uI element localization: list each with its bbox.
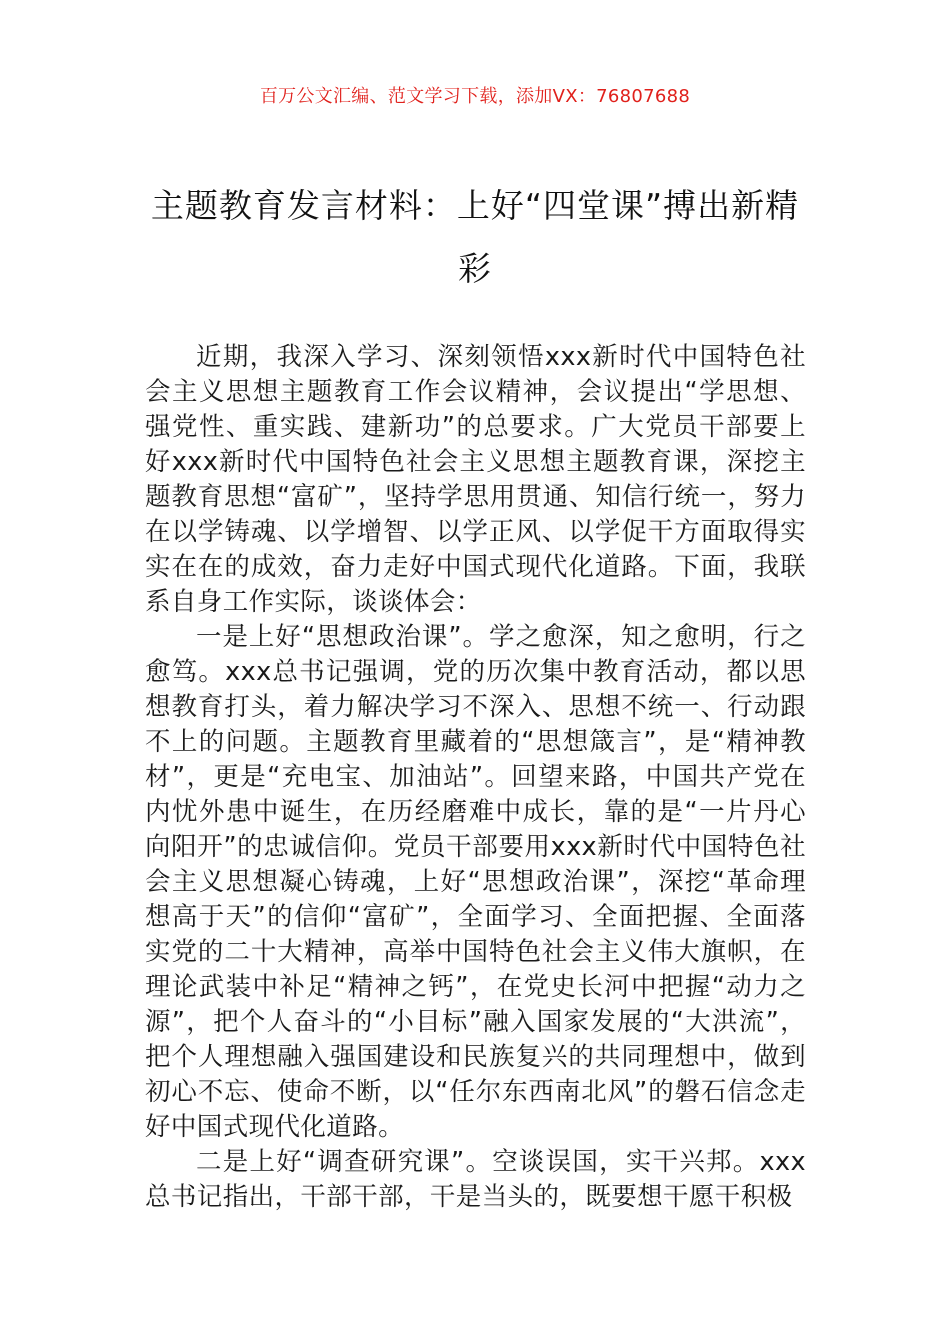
- paragraph-point-one: 一是上好“思想政治课”。学之愈深，知之愈明，行之愈笃。xxx总书记强调，党的历次集中教育活动，都以思想教育打头，着力解决学习不深入、思想不统一、行动跟不上的问题。主题教育里藏着的“思想箴言”，是“精神教材”，更是“充电宝、加油站”。回望来路，中国共产党在内忧外患中诞生，在历经磨难中成长，靠的是“一片丹心向阳开”的忠诚信仰。党员干部要用xxx新时代中国特色社会主义思想凝心铸魂，上好“思想政治课”，深挖“革命理想高于天”的信仰“富矿”，全面学习、全面把握、全面落实党的二十大精神，高举中国特色社会主义伟大旗帜，在理论武装中补足“精神之钙”，在党史长河中把握“动力之源”，把个人奋斗的“小目标”融入国家发展的“大洪流”，把个人理想融入强国建设和民族复兴的共同理想中，做到初心不忘、使命不断，以“任尔东西南北风”的磐石信念走好中国式现代化道路。: [145, 622, 806, 1142]
- page-title: 主题教育发言材料：上好“四堂课”搏出新精彩: [150, 186, 800, 288]
- header-note: 百万公文汇编、范文学习下载，添加VX：76807688: [259, 86, 691, 107]
- body-text: [145, 340, 806, 1215]
- paragraph-point-two: 二是上好“调查研究课”。空谈误国，实干兴邦。xxx总书记指出，干部干部，干是当头的，既要想干愿干积极: [145, 1147, 806, 1212]
- paragraph-intro: 近期，我深入学习、深刻领悟xxx新时代中国特色社会主义思想主题教育工作会议精神，会议提出“学思想、强党性、重实践、建新功”的总要求。广大党员干部要上好xxx新时代中国特色社会主义思想主题教育课，深挖主题教育思想“富矿”，坚持学思用贯通、知信行统一，努力在以学铸魂、以学增智、以学正风、以学促干方面取得实实在在的成效，奋力走好中国式现代化道路。下面，我联系自身工作实际，谈谈体会：: [145, 342, 806, 617]
